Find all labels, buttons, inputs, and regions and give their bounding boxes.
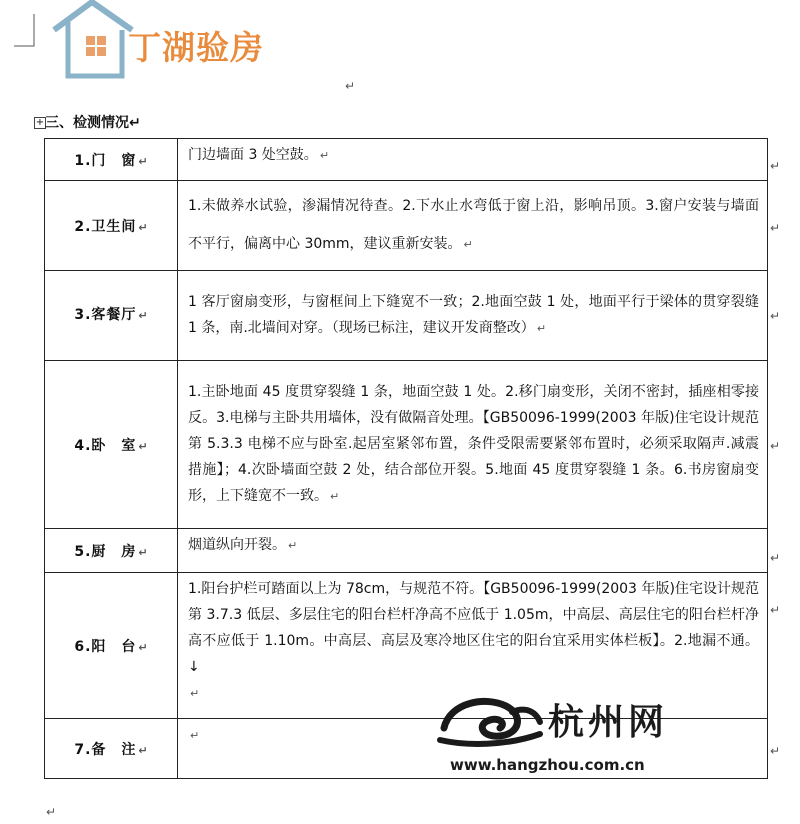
table-row bbox=[45, 529, 768, 573]
row-label: 6.阳 台 ↵ bbox=[45, 573, 178, 719]
row-end-mark: ↵ bbox=[770, 439, 781, 453]
row-content[interactable]: 1 客厅窗扇变形，与窗框间上下缝宽不一致；2.地面空鼓 1 处，地面平行于梁体的贯穿裂缝 1 条，南.北墙间对穿。（现场已标注，建议开发商整改） ↵ bbox=[178, 271, 768, 361]
inspection-table bbox=[44, 138, 768, 779]
table-row bbox=[45, 181, 768, 271]
table-move-handle-icon[interactable]: + bbox=[35, 117, 45, 128]
table-row bbox=[45, 139, 768, 181]
watermark-url: www.hangzhou.com.cn bbox=[450, 756, 645, 774]
row-end-mark: ↵ bbox=[770, 551, 781, 565]
row-content[interactable]: 烟道纵向开裂。 ↵ bbox=[178, 529, 768, 573]
row-content[interactable]: 1.未做养水试验，渗漏情况待查。2.下水止水弯低于窗上沿，影响吊顶。3.窗户安装与墙面不平行，偏离中心 30mm，建议重新安装。 ↵ bbox=[178, 181, 768, 271]
row-end-mark: ↵ bbox=[770, 221, 781, 235]
row-label: 4.卧 室 ↵ bbox=[45, 361, 178, 529]
row-label: 2.卫生间 ↵ bbox=[45, 181, 178, 271]
paragraph-mark: ↵ bbox=[46, 805, 57, 819]
row-content[interactable]: 1.主卧地面 45 度贯穿裂缝 1 条，地面空鼓 1 处。2.移门扇变形，关闭不密封，插座相零接反。3.电梯与主卧共用墙体，没有做隔音处理。【GB50096-1999(2003 年版)住宅设计规范第 5.3.3 电梯不应与卧室.起居室紧邻布置，条件受限需要紧邻布置时，必须采取隔声.减震措施】；4.次卧墙面空鼓 2 处，结合部位开裂。5.地面 45 度贯穿裂缝 1 条。6.书房窗扇变形，上下缝宽不一致。 ↵ bbox=[178, 361, 768, 529]
table-row bbox=[45, 361, 768, 529]
row-label: 7.备 注 ↵ bbox=[45, 719, 178, 779]
watermark-site-name: 杭州网 bbox=[548, 702, 669, 743]
section-title: 三、检测情况↵ bbox=[45, 115, 141, 131]
row-content[interactable]: ↵ bbox=[178, 719, 768, 779]
row-end-mark: ↵ bbox=[770, 159, 781, 173]
row-end-mark: ↵ bbox=[770, 309, 781, 323]
hangzhou-net-logo-icon bbox=[436, 688, 546, 748]
row-label: 5.厨 房 ↵ bbox=[45, 529, 178, 573]
logo-text: 丁湖验房 bbox=[128, 28, 264, 67]
row-label: 3.客餐厅 ↵ bbox=[45, 271, 178, 361]
row-content[interactable]: 1.阳台护栏可踏面以上为 78cm，与规范不符。【GB50096-1999(2003 年版)住宅设计规范第 3.7.3 低层、多层住宅的阳台栏杆净高不应低于 1.05m，中高层、高层住宅的阳台栏杆净高不应低于 1.10m。中高层、高层及寒冷地区住宅的阳台宜采用实体栏板】。2.地漏不通。↓ ↵ bbox=[178, 573, 768, 719]
table-row bbox=[45, 271, 768, 361]
row-end-mark: ↵ bbox=[770, 603, 781, 617]
paragraph-mark: ↵ bbox=[345, 79, 356, 93]
row-label: 1.门 窗 ↵ bbox=[45, 139, 178, 181]
row-end-mark: ↵ bbox=[770, 744, 781, 758]
row-content[interactable]: 门边墙面 3 处空鼓。 ↵ bbox=[178, 139, 768, 181]
